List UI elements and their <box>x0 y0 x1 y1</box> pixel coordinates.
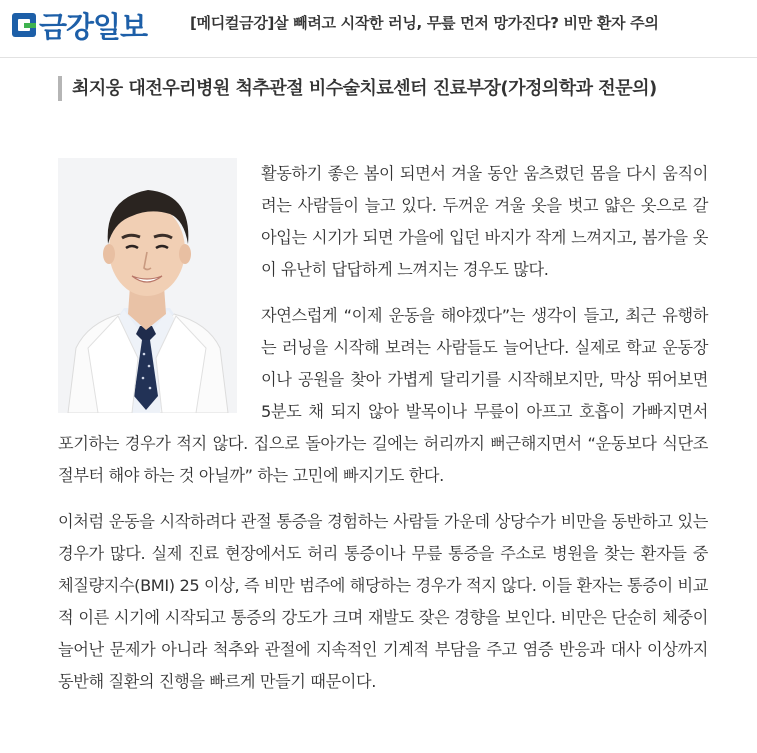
author-byline: 최지웅 대전우리병원 척추관절 비수술치료센터 진료부장(가정의학과 전문의) <box>58 76 708 101</box>
logo-g-icon <box>12 13 36 37</box>
logo-text: 금강일보 <box>39 9 148 44</box>
site-header <box>0 0 757 58</box>
article-body <box>58 158 708 712</box>
site-logo[interactable] <box>12 6 147 44</box>
photo-spacer <box>58 158 261 413</box>
article-paragraph-3: 이처럼 운동을 시작하려다 관절 통증을 경험하는 사람들 가운데 상당수가 비만을 동반하고 있는 경우가 많다. 실제 진료 현장에서도 허리 통증이나 무릎 통증을 주소로 병원을 찾는 환자들 중 체질량지수(BMI) 25 이상, 즉 비만 범주에 해당하는 경우가 적지 않다. 이들 환자는 통증이 비교적 이른 시기에 시작되고 통증의 강도가 크며 재발도 잦은 경향을 보인다. 비만은 단순히 체중이 늘어난 문제가 아니라 척추와 관절에 지속적인 기계적 부담을 주고 염증 반응과 대사 이상까지 동반해 질환의 진행을 빠르게 만들기 때문이다. <box>58 512 708 691</box>
article-paragraph-2: 자연스럽게 “이제 운동을 해야겠다”는 생각이 들고, 최근 유행하는 러닝을 시작해 보려는 사람들도 늘어난다. 실제로 학교 운동장이나 공원을 찾아 가볍게 달리기를 시작해보지만, 막상 뛰어보면 5분도 채 되지 않아 발목이나 무릎이 아프고 호흡이 가빠지면서 포기하는 경우가 적지 않다. 집으로 돌아가는 길에는 허리까지 뻐근해지면서 “운동보다 식단조절부터 해야 하는 것 아닐까” 하는 고민에 빠지기도 한다. <box>58 306 708 485</box>
article-headline: [메디컬금강]살 빼려고 시작한 러닝, 무릎 먼저 망가진다? 비만 환자 주의 <box>190 14 659 32</box>
article-paragraph-1: 활동하기 좋은 봄이 되면서 겨울 동안 움츠렸던 몸을 다시 움직이려는 사람들이 늘고 있다. 두꺼운 겨울 옷을 벗고 얇은 옷으로 갈아입는 시기가 되면 가을에 입던 바지가 작게 느껴지고, 봄가을 옷이 유난히 답답하게 느껴지는 경우도 많다. <box>261 164 708 279</box>
